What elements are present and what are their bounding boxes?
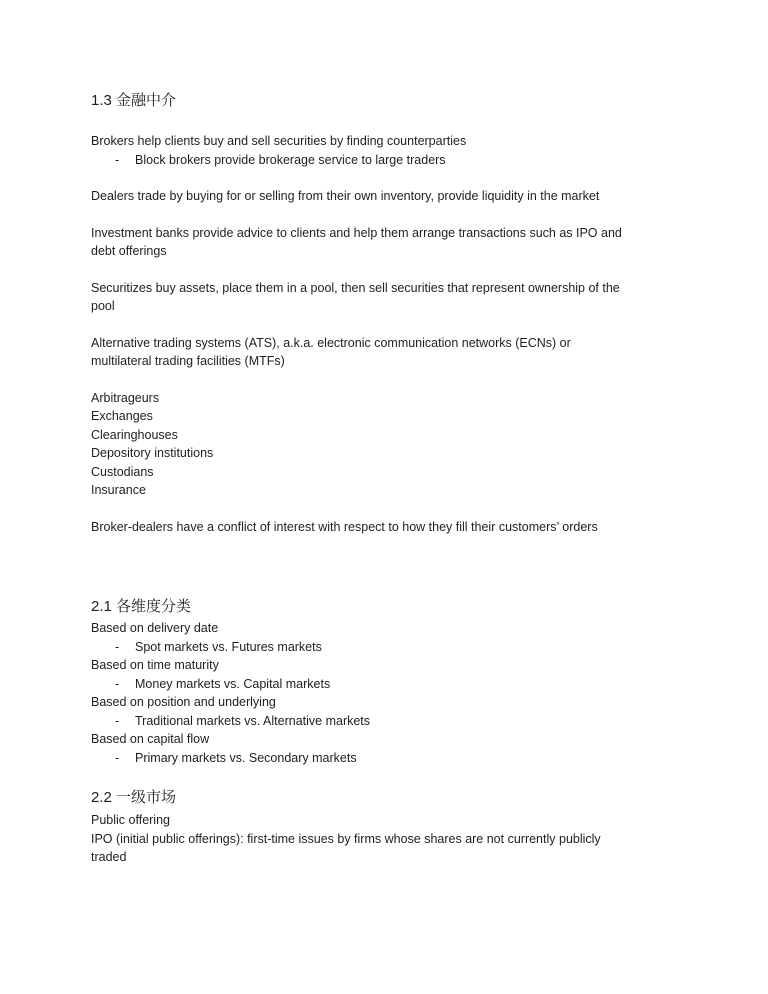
bullet-text: Block brokers provide brokerage service to large traders — [135, 152, 446, 167]
bullet-dash: - — [115, 676, 120, 691]
list-item: Depository institutions — [91, 446, 214, 460]
bullet-dash: - — [115, 152, 120, 167]
paragraph-securitizers — [91, 279, 721, 316]
list-item: Arbitrageurs — [91, 390, 160, 405]
paragraph-line: debt offerings — [91, 244, 167, 258]
bullet-dash: - — [115, 639, 120, 654]
list-item: Custodians — [91, 464, 154, 479]
paragraph-line: pool — [91, 299, 115, 313]
paragraph-line: Investment banks provide advice to clients and help them arrange transactions such as IPO and — [91, 225, 622, 240]
classification-basis: Based on delivery date — [91, 621, 219, 635]
paragraph-line: Dealers trade by buying for or selling from their own inventory, provide liquidity in the market — [91, 189, 600, 203]
bullet-item — [91, 638, 721, 657]
paragraph-line: Public offering — [91, 813, 170, 827]
paragraph-line: Brokers help clients buy and sell securities by finding counterparties — [91, 134, 467, 148]
bullet-dash: - — [115, 713, 120, 728]
bullet-text: Money markets vs. Capital markets — [135, 676, 331, 691]
bullet-text: Traditional markets vs. Alternative markets — [135, 713, 371, 728]
list-item: Insurance — [91, 483, 146, 497]
classification-basis: Based on time maturity — [91, 658, 219, 672]
paragraph-broker-dealers — [91, 518, 721, 537]
bullet-item — [91, 749, 721, 768]
paragraph-line: Alternative trading systems (ATS), a.k.a. electronic communication networks (ECNs) or — [91, 335, 571, 350]
section-heading-financial-intermediaries: 1.3 金融中介 — [91, 92, 177, 109]
list-item: Exchanges — [91, 409, 153, 423]
paragraph-dealers — [91, 187, 721, 206]
bullet-item — [91, 151, 721, 170]
bullet-item — [91, 675, 721, 694]
paragraph-line: IPO (initial public offerings): first-time issues by firms whose shares are not currently publicly — [91, 831, 601, 846]
bullet-dash: - — [115, 750, 120, 765]
section-heading-primary-market: 2.2 一级市场 — [91, 789, 177, 806]
paragraph-line: multilateral trading facilities (MTFs) — [91, 354, 285, 368]
classification-basis: Based on capital flow — [91, 732, 210, 746]
paragraph-line: Securitizes buy assets, place them in a pool, then sell securities that represent ownership of the — [91, 280, 620, 295]
bullet-text: Spot markets vs. Futures markets — [135, 639, 322, 654]
bullet-text: Primary markets vs. Secondary markets — [135, 750, 357, 765]
classification-basis: Based on position and underlying — [91, 695, 276, 709]
document-content — [91, 90, 721, 867]
paragraph-brokers — [91, 132, 721, 169]
bullet-item — [91, 712, 721, 731]
paragraph-primary-market — [91, 811, 721, 867]
paragraph-investment-banks — [91, 224, 721, 261]
paragraph-line: Broker-dealers have a conflict of interest with respect to how they fill their customers’ orders — [91, 519, 598, 534]
list-item: Clearinghouses — [91, 427, 178, 442]
paragraph-ats — [91, 334, 721, 371]
classification-list — [91, 619, 721, 767]
section-heading-market-classification: 2.1 各维度分类 — [91, 598, 192, 615]
intermediaries-list — [91, 389, 721, 500]
paragraph-line: traded — [91, 850, 127, 864]
